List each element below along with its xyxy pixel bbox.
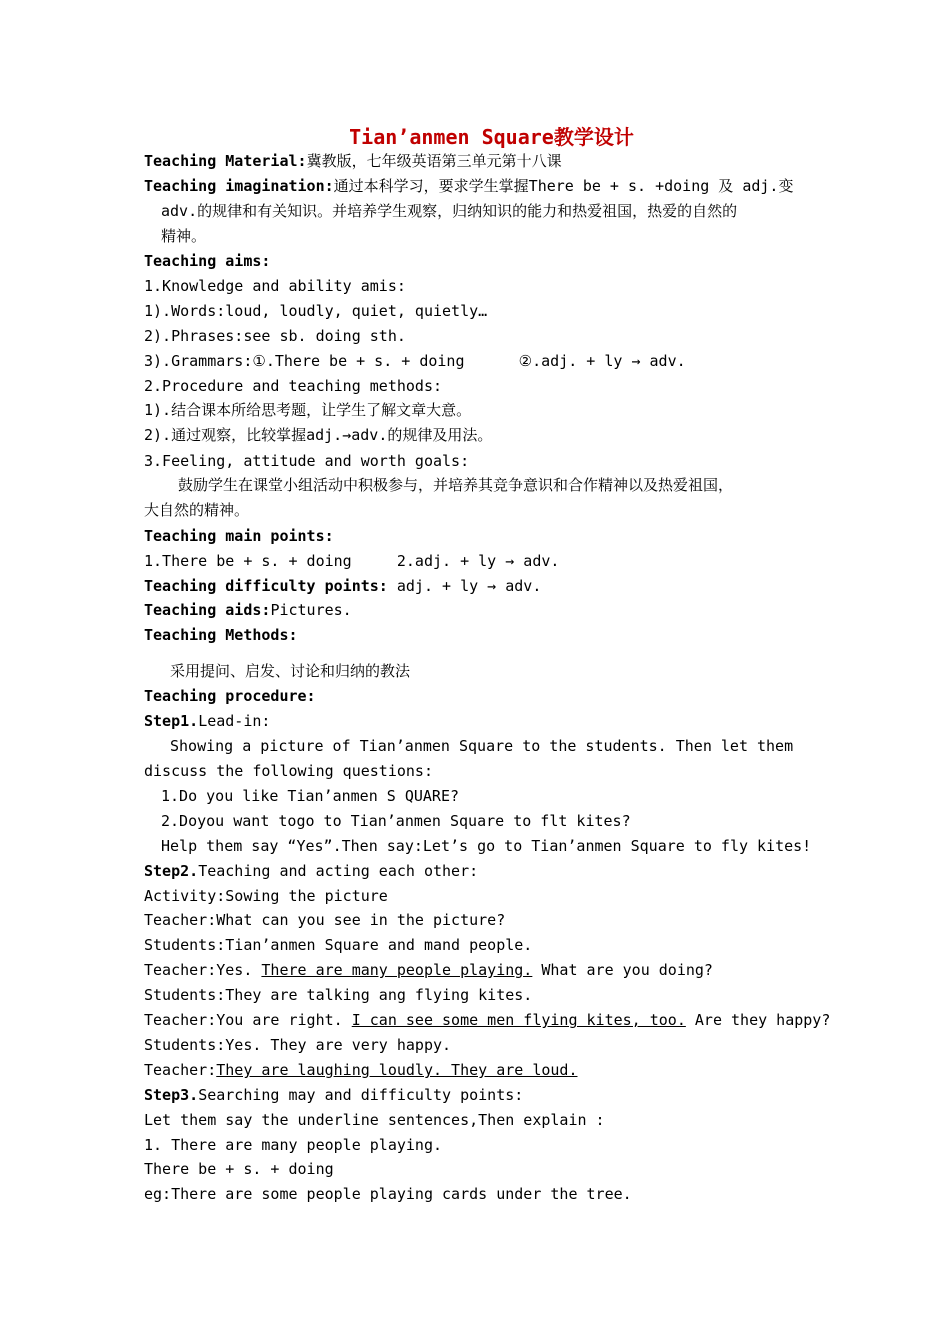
step-title: Lead-in: (198, 712, 271, 730)
difficulty-points-line (144, 576, 541, 596)
dialogue-line (144, 1060, 577, 1080)
paragraph-line: 1).Words:loud, loudly, quiet, quietly… (144, 302, 488, 320)
paragraph-line: Teacher:What can you see in the picture? (144, 911, 506, 929)
step-title: Teaching and acting each other: (198, 862, 479, 880)
paragraph-line: Help them say “Yes”.Then say:Let’s go to Tian’anmen Square to fly kites! (161, 837, 812, 855)
underlined-sentence: I can see some men flying kites, too. (351, 1011, 686, 1029)
paragraph-line: 2).通过观察，比较掌握adj.→adv.的规律及用法。 (144, 426, 493, 444)
paragraph-line: 1. There are many people playing. (144, 1136, 443, 1154)
paragraph-line: discuss the following questions: (144, 762, 433, 780)
text: Teacher:Yes. (144, 961, 262, 979)
paragraph-line: 2.Doyou want togo to Tian’anmen Square to flt kites? (161, 812, 631, 830)
label: Teaching difficulty points: (144, 577, 388, 595)
document-title: Tian’anmen Square教学设计 (349, 125, 634, 149)
text: adj. + ly → adv. (387, 577, 542, 595)
step-heading (144, 711, 270, 731)
dialogue-line (144, 960, 713, 980)
paragraph-line: 大自然的精神。 (144, 501, 250, 519)
text: 冀教版，七年级英语第三单元第十八课 (306, 152, 562, 170)
paragraph-line: Students:They are talking ang flying kites. (144, 986, 533, 1004)
paragraph-line: There be + s. + doing (144, 1160, 334, 1178)
paragraph-line: 采用提问、启发、讨论和归纳的教法 (170, 662, 411, 680)
dialogue-line (144, 1010, 830, 1030)
section-heading: Teaching aims: (144, 252, 271, 270)
teaching-imagination-line (144, 176, 793, 196)
paragraph-line: adv.的规律和有关知识。并培养学生观察，归纳知识的能力和热爱祖国，热爱的自然的 (161, 202, 738, 220)
paragraph-line: Students:Tian’anmen Square and mand people. (144, 936, 533, 954)
label: Teaching aids: (144, 601, 271, 619)
paragraph-line: Showing a picture of Tian’anmen Square to the students. Then let them (170, 737, 794, 755)
step-label: Step3. (144, 1086, 199, 1104)
underlined-sentence: There are many people playing. (261, 961, 533, 979)
paragraph-line: eg:There are some people playing cards under the tree. (144, 1185, 632, 1203)
paragraph-line: Let them say the underline sentences,Then explain : (144, 1111, 605, 1129)
teaching-material-line (144, 151, 562, 171)
paragraph-line: 3.Feeling, attitude and worth goals: (144, 452, 470, 470)
text: What are you doing? (532, 961, 713, 979)
section-heading: Teaching main points: (144, 527, 334, 545)
paragraph-line: 1.Do you like Tian’anmen S QUARE? (161, 787, 460, 805)
step-heading (144, 1085, 523, 1105)
text: 通过本科学习，要求学生掌握There be + s. +doing 及 adj.变 (333, 177, 794, 195)
label: Teaching Material: (144, 152, 307, 170)
paragraph-line: 鼓励学生在课堂小组活动中积极参与，并培养其竞争意识和合作精神以及热爱祖国， (178, 476, 734, 494)
step-label: Step1. (144, 712, 199, 730)
step-title: Searching may and difficulty points: (198, 1086, 524, 1104)
paragraph-line: 3).Grammars:①.There be + s. + doing ②.adj. + ly → adv. (144, 352, 686, 370)
underlined-sentence: They are laughing loudly. They are loud. (216, 1061, 578, 1079)
section-heading: Teaching procedure: (144, 687, 316, 705)
paragraph-line: Students:Yes. They are very happy. (144, 1036, 452, 1054)
paragraph-line: 1.Knowledge and ability amis: (144, 277, 406, 295)
paragraph-line: Activity:Sowing the picture (144, 887, 388, 905)
paragraph-line: 1).结合课本所给思考题，让学生了解文章大意。 (144, 401, 472, 419)
paragraph-line: 2.Procedure and teaching methods: (144, 377, 443, 395)
text: Pictures. (270, 601, 352, 619)
text: Are they happy? (685, 1011, 831, 1029)
section-heading: Teaching Methods: (144, 626, 298, 644)
text: Teacher:You are right. (144, 1011, 352, 1029)
label: Teaching imagination: (144, 177, 334, 195)
teaching-aids-line (144, 600, 352, 620)
step-heading (144, 861, 478, 881)
paragraph-line: 2).Phrases:see sb. doing sth. (144, 327, 406, 345)
paragraph-line: 1.There be + s. + doing 2.adj. + ly → adv. (144, 552, 560, 570)
step-label: Step2. (144, 862, 199, 880)
paragraph-line: 精神。 (161, 227, 207, 245)
text: Teacher: (144, 1061, 217, 1079)
